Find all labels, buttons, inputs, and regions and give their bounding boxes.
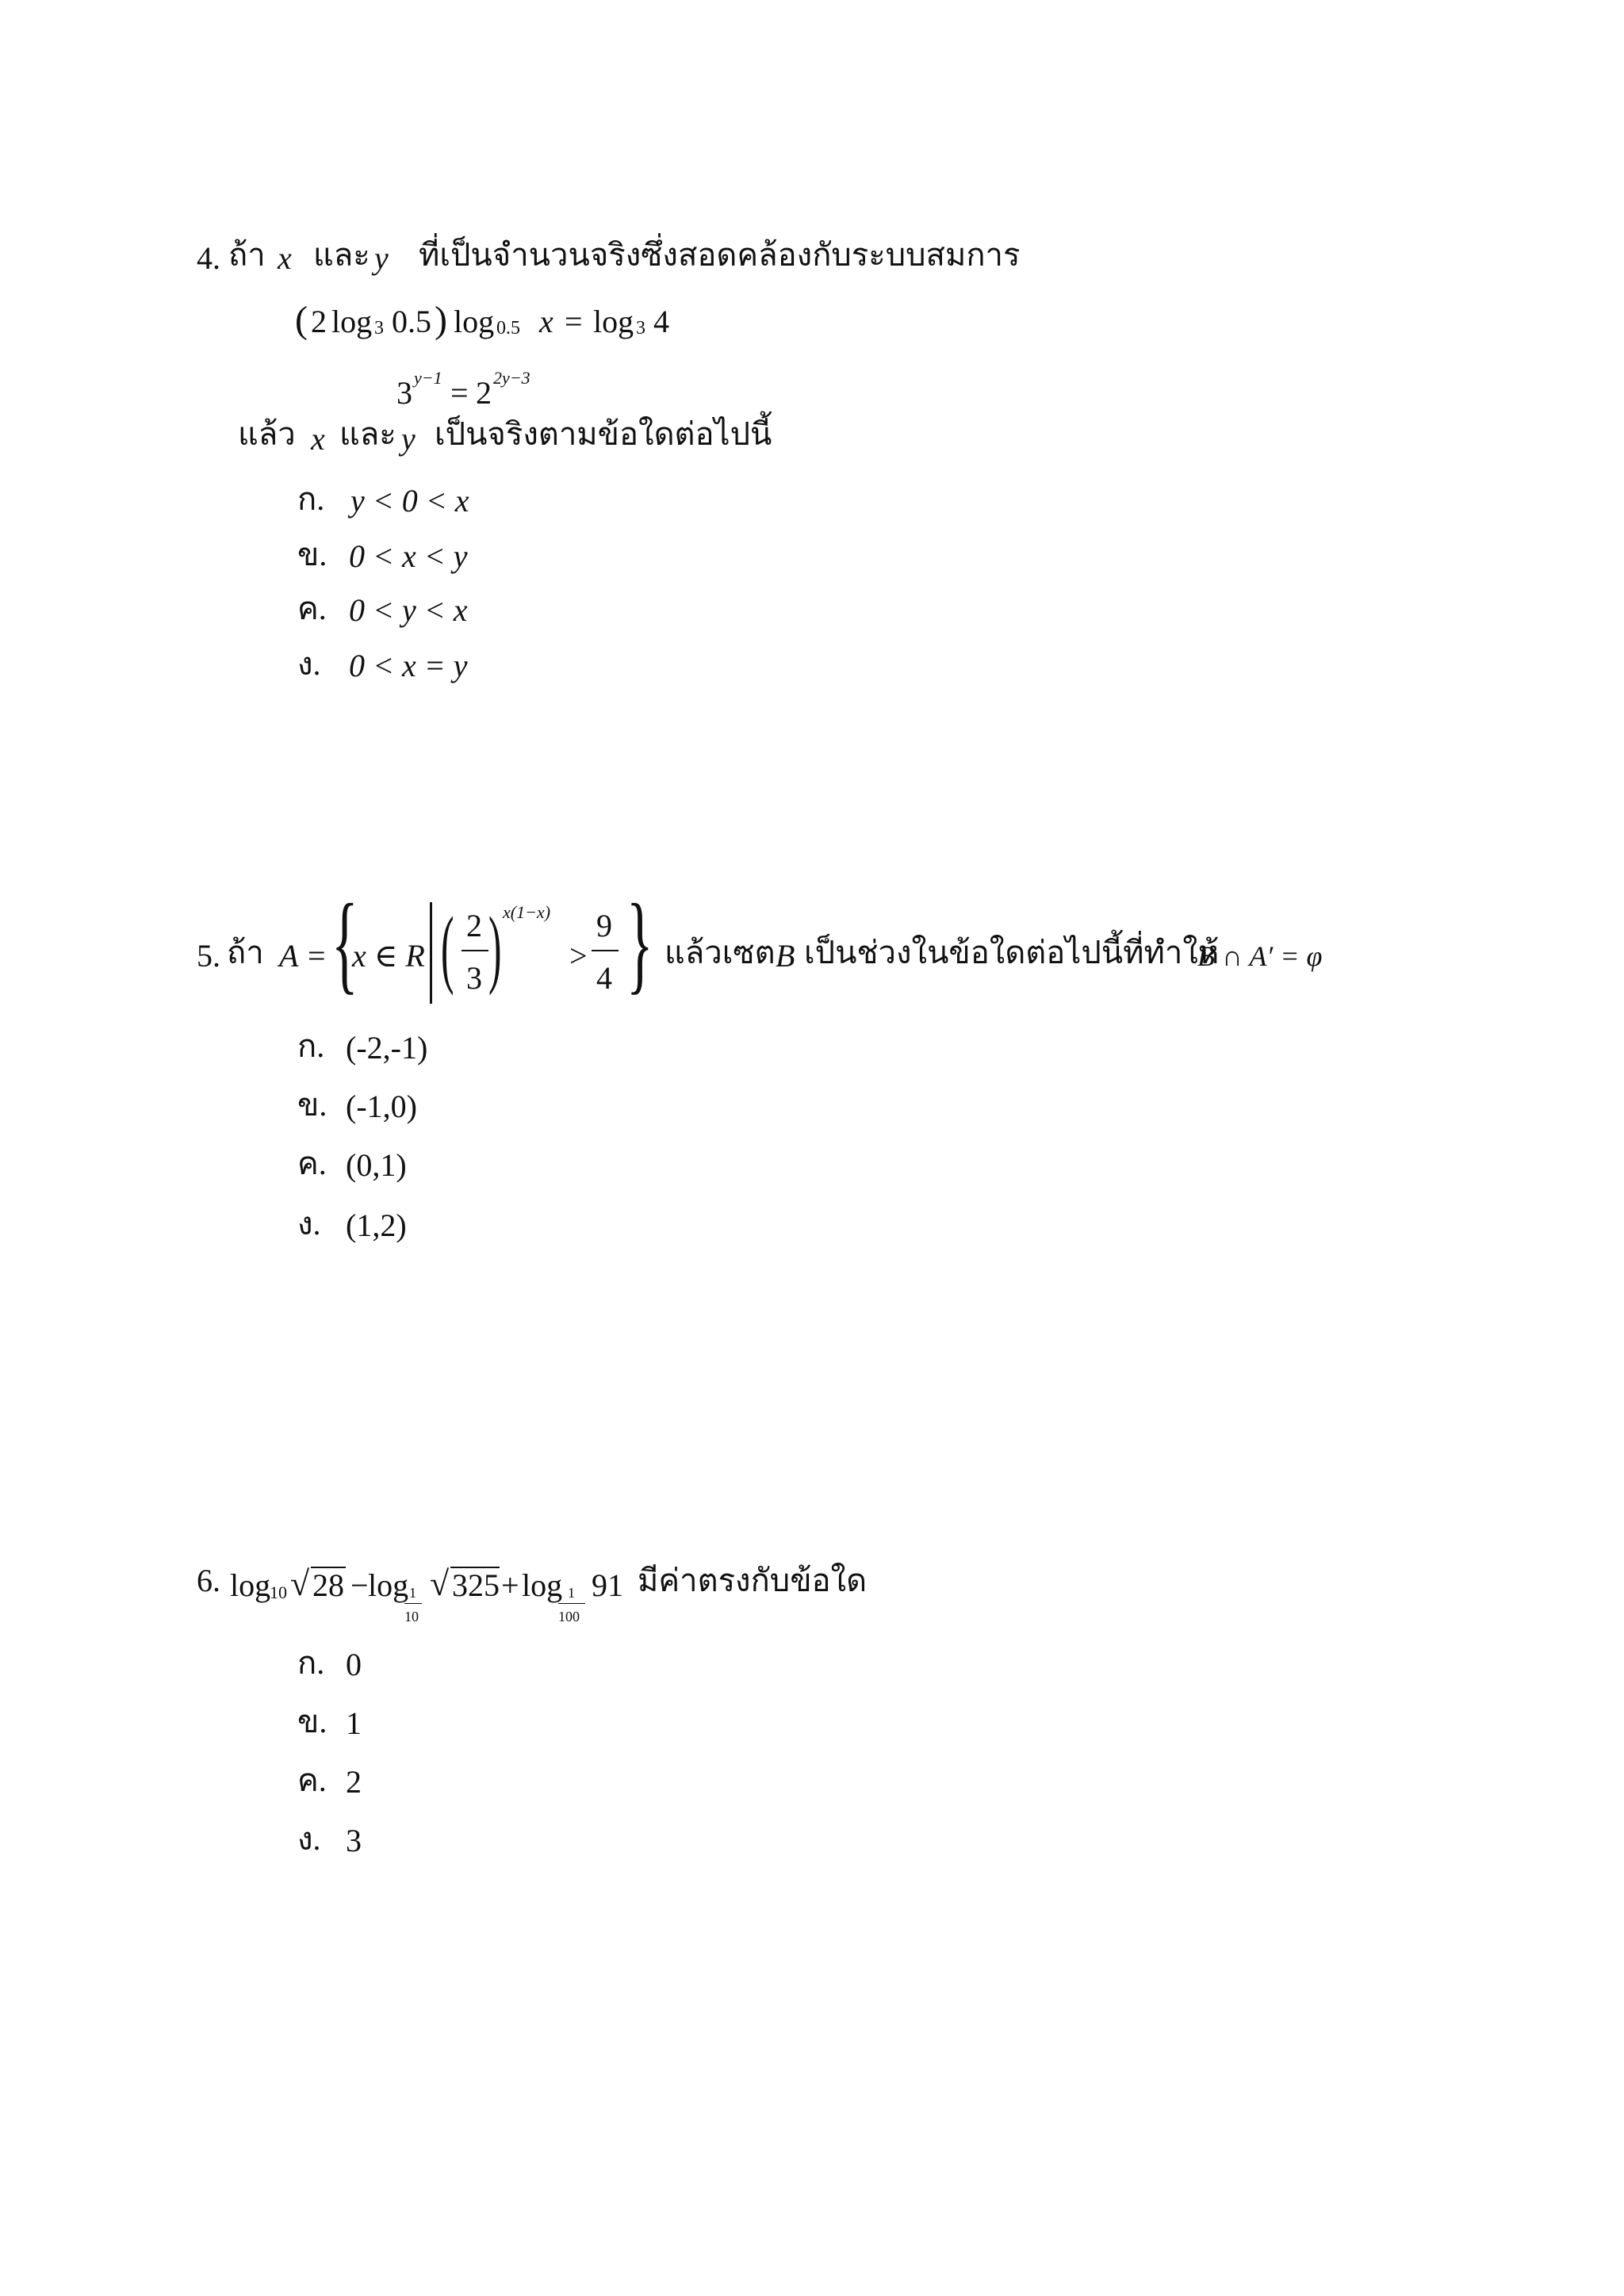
t3-arg: 91 [592,1567,623,1603]
eq1-arg3: 4 [653,304,669,339]
right-brace: } [626,882,653,1004]
set-builder-bar [430,902,432,1004]
option-label: ก. [297,1645,325,1681]
eq2-exp-right: 2y−3 [493,368,530,388]
q4-then-x: x [311,421,325,457]
eq1-log2: log [454,304,495,339]
question-number: 6. [197,1563,220,1598]
q5-eq: = [308,938,326,974]
option-label: ข. [297,537,327,572]
q4-then-and: และ [339,416,396,452]
t1-base: 10 [270,1582,287,1602]
option-text[interactable]: 0 [346,1647,362,1682]
q5-condition: B ∩ A′ = φ [1197,940,1323,972]
option-text[interactable]: (0,1) [346,1147,407,1183]
sqrt-sign: √ [430,1564,450,1603]
q6-stem: มีค่าตรงกับข้อใด [638,1563,868,1598]
q4-var-y: y [374,240,389,276]
frac2-line [592,950,619,951]
eq1-base2: 0.5 [496,318,520,339]
option-text[interactable]: (1,2) [346,1207,407,1243]
option-text[interactable]: (-2,-1) [346,1030,428,1066]
q4-and: และ [313,237,370,273]
question-number: 5. [197,938,220,974]
eq1-log1: log [331,304,373,339]
plus-sign: + [501,1567,519,1603]
t2-base-line [404,1603,422,1604]
exponent: x(1−x) [503,902,551,922]
t3-base-line [558,1603,585,1604]
option-text[interactable]: 0 < x = y [349,648,468,683]
eq1-coef: 2 [311,304,327,339]
eq2-eq: = [450,375,469,411]
option-text[interactable]: (-1,0) [346,1089,417,1124]
eq1-log3: log [593,304,634,339]
eq2-base-right: 2 [476,375,492,411]
option-text[interactable]: 3 [346,1823,362,1858]
option-label: ค. [297,1146,327,1181]
t2-base-den: 10 [404,1609,419,1624]
q4-then-y: y [401,421,416,457]
t1-arg: 28 [312,1567,344,1603]
q4-then-suffix: เป็นจริงตามข้อใดต่อไปนี้ [435,416,772,452]
option-label: ก. [297,1028,325,1064]
option-label: ง. [297,1206,321,1242]
t2-log: log [368,1567,409,1603]
minus-sign: − [350,1567,369,1603]
option-text[interactable]: 1 [346,1705,362,1741]
frac2-num: 9 [596,908,612,943]
option-label: ค. [297,591,327,626]
frac1-den: 3 [466,960,482,996]
q4-stem: ที่เป็นจำนวนจริงซึ่งสอดคล้องกับระบบสมการ [419,237,1021,273]
question-number: 4. [197,240,220,276]
eq1-base3: 3 [636,318,645,339]
t2-arg: 325 [452,1567,500,1603]
eq1-rparen: ) [435,299,447,341]
eq2-exp-left: y−1 [414,368,442,388]
q5-set-name: A [279,938,299,974]
option-text[interactable]: y < 0 < x [350,483,469,519]
eq1-arg1: 0.5 [392,304,431,339]
q4-then-prefix: แล้ว [238,416,296,452]
q5-gt: > [569,938,588,974]
t3-base-num: 1 [568,1585,575,1601]
option-label: ข. [297,1087,327,1123]
eq2-base-left: 3 [396,375,412,411]
eq1-base1: 3 [374,318,384,339]
frac1-lparen: ( [441,899,454,996]
t3-base-den: 100 [558,1609,580,1624]
frac1-num: 2 [466,908,482,943]
t1-log: log [230,1567,271,1603]
q5-stem-a: แล้วเซต [665,935,776,970]
frac1-line [462,950,488,951]
q5-set-b: B [776,938,795,974]
option-label: ง. [297,646,321,682]
option-text[interactable]: 0 < y < x [349,592,468,628]
q5-lead: ถ้า [227,935,264,970]
t3-log: log [522,1567,563,1603]
option-text[interactable]: 2 [346,1764,362,1800]
option-label: ค. [297,1762,327,1798]
option-label: ข. [297,1704,327,1739]
q4-var-x: x [278,240,292,276]
left-brace: { [331,882,358,1004]
frac1-rparen: ) [488,899,502,996]
option-label: ง. [297,1821,321,1857]
eq1-var: x [539,304,553,339]
sqrt-sign: √ [290,1564,310,1603]
q5-stem-b: เป็นช่วงในข้อใดต่อไปนี้ที่ทำให้ [804,935,1220,970]
frac2-den: 4 [596,960,612,996]
eq1-eq: = [565,304,583,339]
option-label: ก. [297,481,325,517]
eq1-lparen: ( [295,299,308,341]
t2-base-num: 1 [409,1585,416,1601]
q5-set-lhs: x ∈ R [352,938,425,974]
q4-lead: ถ้า [228,237,266,273]
option-text[interactable]: 0 < x < y [349,538,468,574]
